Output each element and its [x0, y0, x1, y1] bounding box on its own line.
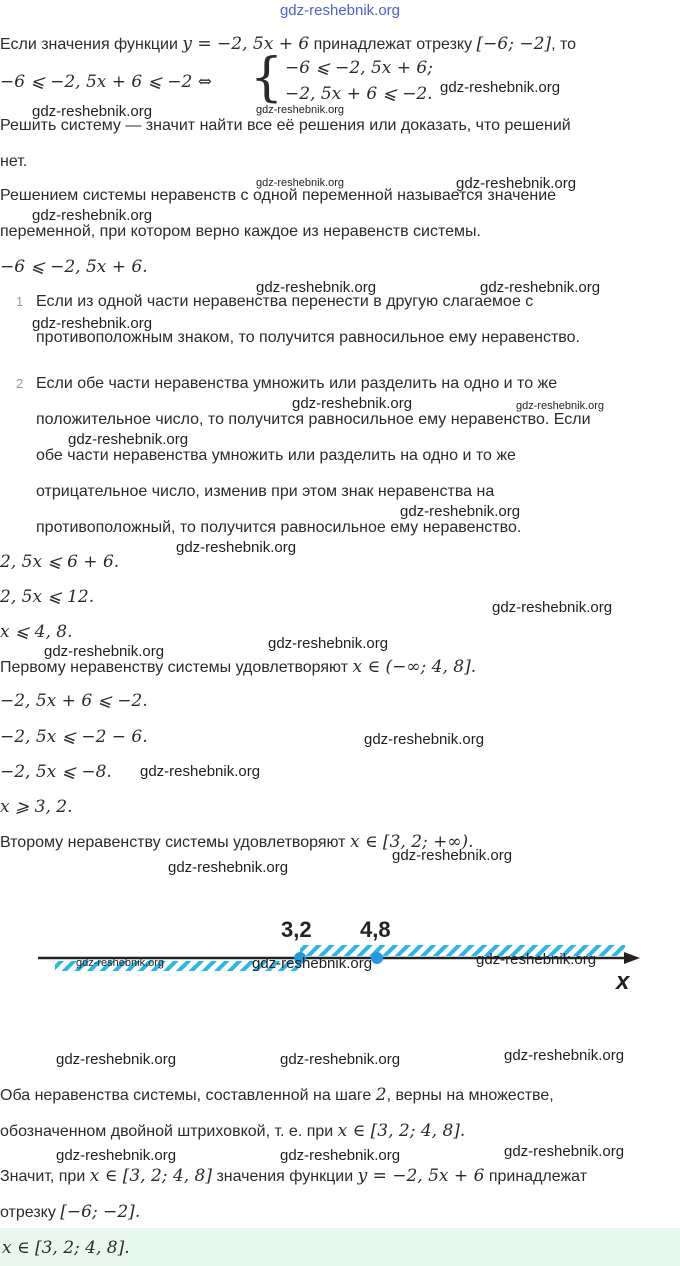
system-left: −6 ⩽ −2, 5x + 6 ⩽ −2 ⇔	[0, 72, 213, 92]
definition-solve-2: нет.	[0, 153, 28, 170]
watermark: gdz-reshebnik.org	[168, 859, 289, 876]
axis-arrow	[624, 952, 640, 964]
step: 2, 5x ⩽ 12.	[0, 587, 95, 607]
watermark: gdz-reshebnik.org	[480, 279, 601, 296]
rule-1-line: Если из одной части неравенства перенести в другую слагаемое с	[36, 293, 534, 310]
result-1-interval: x ∈ (−∞; 4, 8].	[352, 657, 477, 677]
conclusion-text: , верны на множестве,	[386, 1087, 554, 1104]
watermark: gdz-reshebnik.org	[268, 635, 389, 652]
point-4-8	[371, 952, 383, 964]
watermark: gdz-reshebnik.org	[504, 1143, 625, 1160]
system-bottom: −2, 5x + 6 ⩽ −2.	[285, 84, 433, 104]
conclusion-3	[0, 1166, 587, 1187]
rule-1-line: противоположным знаком, то получится равносильное ему неравенство.	[36, 329, 580, 346]
watermark: gdz-reshebnik.org	[516, 400, 605, 412]
watermark: gdz-reshebnik.org	[32, 315, 153, 332]
step-number: 2	[375, 1085, 387, 1105]
conclusion-4	[0, 1202, 140, 1223]
conclusion-interval: x ∈ [3, 2; 4, 8]	[89, 1166, 212, 1186]
intro-text2: принадлежат отрезку	[313, 36, 473, 53]
result-1	[0, 657, 476, 678]
watermark: gdz-reshebnik.org	[256, 104, 345, 116]
watermark: gdz-reshebnik.org	[32, 207, 153, 224]
watermark: gdz-reshebnik.org	[56, 1051, 177, 1068]
axis-label: x	[616, 968, 630, 995]
first-inequality: −6 ⩽ −2, 5x + 6.	[0, 257, 148, 277]
rule-2-line: отрицательное число, изменив при этом знак неравенства на	[36, 483, 495, 500]
step: 2, 5x ⩽ 6 + 6.	[0, 552, 120, 572]
watermark: gdz-reshebnik.org	[504, 1047, 625, 1064]
conclusion-text: принадлежат	[488, 1168, 588, 1185]
intro-text3: , то	[551, 36, 577, 53]
rule-2-line: обе части неравенства умножить или разделить на одно и то же	[36, 447, 516, 464]
definition-solution-1: Решением системы неравенств с одной переменной называется значение	[0, 187, 557, 204]
watermark: gdz-reshebnik.org	[44, 643, 165, 660]
watermark: gdz-reshebnik.org	[492, 599, 613, 616]
step: −2, 5x ⩽ −2 − 6.	[0, 727, 148, 747]
segment: [−6; −2].	[60, 1202, 141, 1222]
conclusion-2	[0, 1121, 465, 1142]
watermark: gdz-reshebnik.org	[440, 79, 561, 96]
step: x ⩽ 4, 8.	[0, 622, 73, 642]
rule-2-line: противоположный, то получится равносильное ему неравенство.	[36, 519, 522, 536]
definition-solution-2: переменной, при котором верно каждое из неравенств системы.	[0, 223, 481, 240]
watermark: gdz-reshebnik.org	[256, 177, 345, 189]
watermark: gdz-reshebnik.org	[476, 951, 597, 968]
label-4-8: 4,8	[360, 917, 391, 942]
conclusion-text: отрезку	[0, 1204, 56, 1221]
watermark: gdz-reshebnik.org	[400, 503, 521, 520]
watermark: gdz-reshebnik.org	[292, 395, 413, 412]
watermark: gdz-reshebnik.org	[68, 431, 189, 448]
system-top: −6 ⩽ −2, 5x + 6;	[285, 58, 433, 78]
rule-2-line: Если обе части неравенства умножить или разделить на одно и то же	[36, 375, 558, 392]
watermark: gdz-reshebnik.org	[280, 1147, 401, 1164]
answer: x ∈ [3, 2; 4, 8].	[2, 1238, 130, 1258]
watermark: gdz-reshebnik.org	[140, 763, 261, 780]
watermark: gdz-reshebnik.org	[456, 175, 577, 192]
function-formula: y = −2, 5x + 6	[357, 1166, 485, 1186]
result-1-text: Первому неравенству системы удовлетворяют	[0, 659, 349, 676]
conclusion-interval: x ∈ [3, 2; 4, 8].	[337, 1121, 466, 1141]
watermark: gdz-reshebnik.org	[256, 279, 377, 296]
watermark: gdz-reshebnik.org	[176, 539, 297, 556]
conclusion-text: Значит, при	[0, 1168, 86, 1185]
conclusion-text: обозначенном двойной штриховкой, т. е. при	[0, 1123, 334, 1140]
rule-number: 1	[16, 294, 24, 309]
conclusion-text: значения функции	[216, 1168, 354, 1185]
step: −2, 5x + 6 ⩽ −2.	[0, 691, 148, 711]
watermark: gdz-reshebnik.org	[280, 1051, 401, 1068]
intro-line	[0, 34, 576, 55]
watermark: gdz-reshebnik.org	[32, 103, 153, 120]
rule-2-line: положительное число, то получится равносильное ему неравенство. Если	[36, 411, 591, 428]
system-brace: {	[250, 48, 284, 108]
conclusion-1	[0, 1085, 554, 1106]
segment: [−6; −2]	[476, 34, 552, 54]
watermark: gdz-reshebnik.org	[364, 731, 485, 748]
definition-solve-1: Решить систему — значит найти все её решения или доказать, что решений	[0, 117, 571, 134]
answer-box	[0, 1228, 680, 1266]
watermark: gdz-reshebnik.org	[252, 955, 373, 972]
step: −2, 5x ⩽ −8.	[0, 762, 112, 782]
label-3-2: 3,2	[281, 917, 312, 942]
result-2-text: Второму неравенству системы удовлетворяют	[0, 834, 346, 851]
conclusion-text: Оба неравенства системы, составленной на шаге	[0, 1087, 372, 1104]
intro-text: Если значения функции	[0, 36, 178, 53]
function-formula: y = −2, 5x + 6	[182, 34, 310, 54]
rule-number: 2	[16, 376, 24, 391]
watermark: gdz-reshebnik.org	[76, 957, 165, 969]
step: x ⩾ 3, 2.	[0, 797, 73, 817]
watermark: gdz-reshebnik.org	[56, 1147, 177, 1164]
site-header[interactable]: gdz-reshebnik.org	[279, 2, 401, 19]
result-2-interval: x ∈ [3, 2; +∞).	[349, 832, 474, 852]
watermark: gdz-reshebnik.org	[392, 847, 513, 864]
